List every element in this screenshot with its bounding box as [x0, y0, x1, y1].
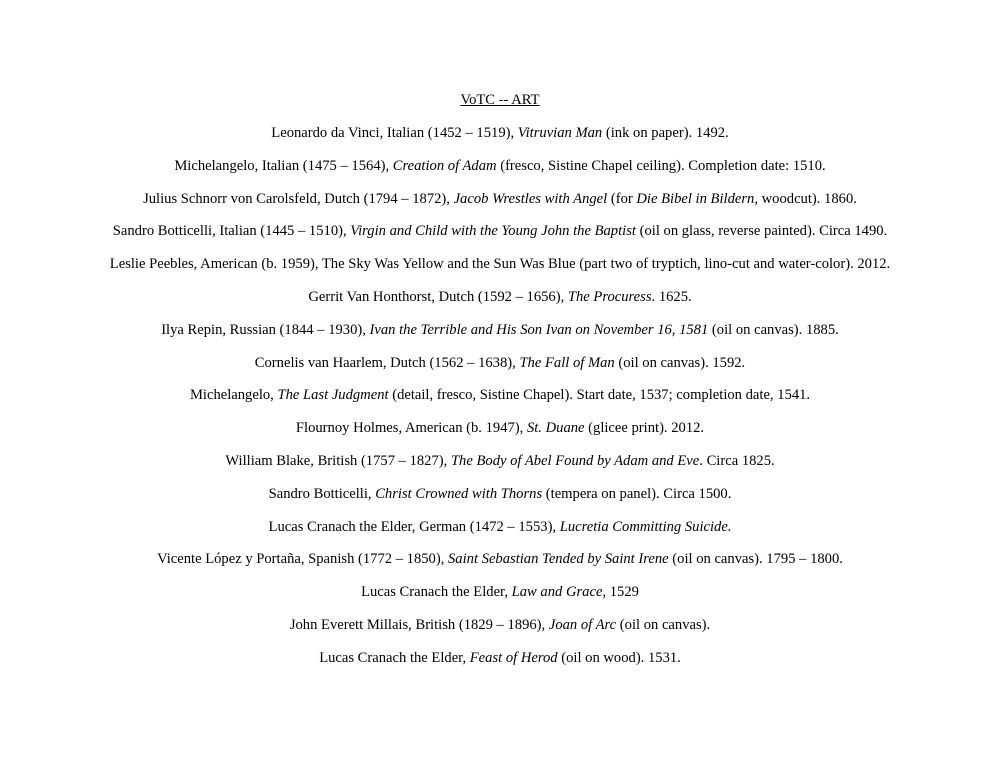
artwork-entry: Julius Schnorr von Carolsfeld, Dutch (1794 – 1872), Jacob Wrestles with Angel (for Die Bibel in Bildern, woodcut). 1860.: [143, 190, 857, 207]
artwork-entry: Sandro Botticelli, Italian (1445 – 1510), Virgin and Child with the Young John the Baptist (oil on glass, reverse painted). Circa 1490.: [112, 223, 888, 240]
artwork-entry: Michelangelo, The Last Judgment (detail, fresco, Sistine Chapel). Start date, 1537; completion date, 1541.: [189, 387, 811, 404]
artwork-entry: Sandro Botticelli, Christ Crowned with Thorns (tempera on panel). Circa 1500.: [268, 485, 732, 502]
artwork-entry: Vicente López y Portaña, Spanish (1772 – 1850), Saint Sebastian Tended by Saint Irene (oil on canvas). 1795 – 1800.: [157, 551, 843, 568]
artwork-entry: William Blake, British (1757 – 1827), The Body of Abel Found by Adam and Eve. Circa 1825.: [225, 452, 775, 469]
artwork-entry: Lucas Cranach the Elder, Law and Grace, 1529: [361, 584, 639, 601]
artwork-entry: Flournoy Holmes, American (b. 1947), St. Duane (glicee print). 2012.: [295, 420, 705, 437]
artwork-list: [0, 123, 1000, 681]
artwork-entry: Michelangelo, Italian (1475 – 1564), Creation of Adam (fresco, Sistine Chapel ceiling). Completion date: 1510.: [174, 157, 826, 174]
artwork-entry: Lucas Cranach the Elder, German (1472 – 1553), Lucretia Committing Suicide.: [268, 518, 732, 535]
document-title: VoTC -- ART: [460, 92, 540, 108]
artwork-entry: Lucas Cranach the Elder, Feast of Herod (oil on wood). 1531.: [319, 649, 681, 666]
artwork-entry: Ilya Repin, Russian (1844 – 1930), Ivan the Terrible and His Son Ivan on November 16, 1581 (oil on canvas). 1885.: [161, 321, 839, 338]
artwork-entry: Leonardo da Vinci, Italian (1452 – 1519), Vitruvian Man (ink on paper). 1492.: [271, 125, 729, 141]
artwork-entry: John Everett Millais, British (1829 – 1896), Joan of Arc (oil on canvas).: [289, 616, 711, 633]
artwork-entry: Leslie Peebles, American (b. 1959), The Sky Was Yellow and the Sun Was Blue (part two of tryptich, lino-cut and water-color). 2012.: [109, 256, 891, 273]
artwork-entry: Gerrit Van Honthorst, Dutch (1592 – 1656), The Procuress. 1625.: [308, 288, 692, 305]
artwork-entry: Cornelis van Haarlem, Dutch (1562 – 1638), The Fall of Man (oil on canvas). 1592.: [254, 354, 746, 371]
